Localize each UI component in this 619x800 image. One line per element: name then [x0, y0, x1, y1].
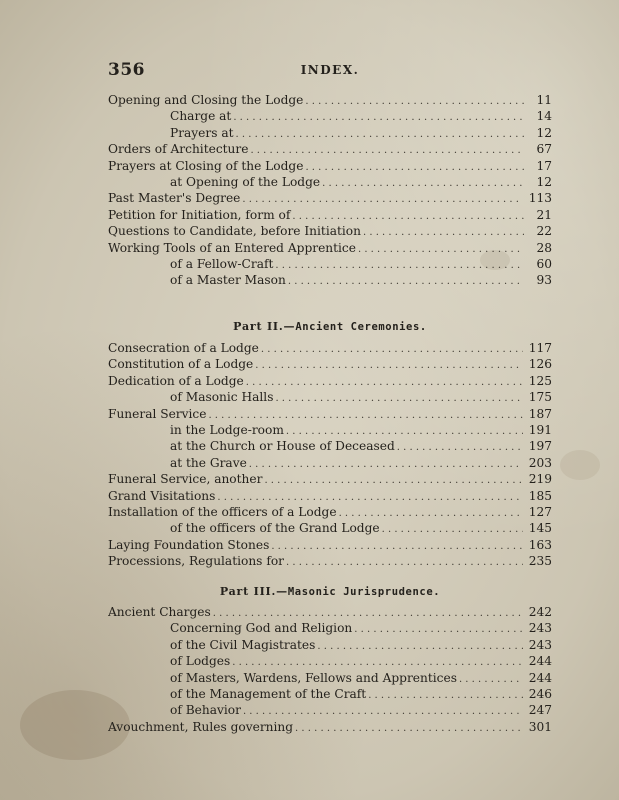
index-entry	[108, 207, 552, 223]
entry-page-number: 12	[536, 125, 552, 140]
entry-text: Dedication of a Lodge	[108, 373, 244, 388]
entry-text: of Masters, Wardens, Fellows and Apprentices	[170, 670, 457, 685]
entry-page-number: 203	[528, 455, 552, 470]
entry-text: Consecration of a Lodge	[108, 341, 259, 355]
index-entry	[108, 719, 552, 735]
dot-leader	[286, 424, 523, 438]
part-label: Part II.—	[233, 320, 296, 333]
index-subentry	[108, 455, 552, 471]
part-two-heading	[108, 318, 552, 336]
dot-leader	[358, 242, 524, 256]
index-entry	[108, 141, 552, 157]
entry-text: Installation of the officers of a Lodge	[108, 504, 337, 519]
entry-page-number: 175	[528, 390, 552, 405]
dot-leader	[255, 358, 522, 372]
entry-text: of a Master Mason	[170, 273, 286, 288]
dot-leader	[305, 160, 524, 174]
entry-text: Concerning God and Religion	[170, 621, 353, 636]
entry-page-number: 28	[536, 240, 552, 255]
entry-page-number: 244	[528, 654, 552, 669]
entry-page-number: 163	[528, 537, 552, 552]
entry-text: Petition for Initiation, form of	[108, 207, 291, 222]
index-entry	[108, 223, 552, 239]
index-subentry	[108, 686, 552, 702]
dot-leader	[217, 490, 522, 504]
entry-text: of the officers of the Grand Lodge	[170, 521, 380, 536]
index-subentry	[108, 272, 552, 288]
entry-text: Funeral Service, another	[108, 472, 263, 487]
page-title: INDEX.	[300, 63, 360, 77]
dot-leader	[275, 391, 522, 405]
entry-text: Charge at	[170, 109, 232, 124]
dot-leader	[354, 622, 522, 636]
dot-leader	[236, 127, 524, 141]
entry-page-number: 301	[528, 719, 552, 734]
index-subentry	[108, 670, 552, 686]
part-three-heading	[108, 583, 552, 601]
entry-page-number: 12	[536, 174, 552, 189]
entry-text: Questions to Candidate, before Initiation	[108, 224, 361, 239]
index-subentry	[108, 422, 552, 438]
dot-leader	[208, 408, 522, 422]
entry-page-number: 117	[528, 341, 552, 355]
index-subentry	[108, 108, 552, 124]
index-entry	[108, 537, 552, 553]
entry-text: Funeral Service	[108, 406, 207, 421]
entry-page-number: 219	[528, 472, 552, 487]
dot-leader	[368, 688, 523, 702]
dot-leader	[382, 522, 523, 536]
dot-leader	[246, 375, 523, 389]
dot-leader	[339, 506, 523, 520]
index-entry	[108, 553, 552, 569]
index-entry	[108, 488, 552, 504]
index-subentry	[108, 653, 552, 669]
index-subentry	[108, 256, 552, 272]
entry-page-number: 191	[528, 422, 552, 437]
index-entry	[108, 92, 552, 108]
dot-leader	[459, 672, 523, 686]
entry-text: in the Lodge-room	[170, 422, 284, 437]
index-subentry	[108, 125, 552, 141]
index-section-part-three	[108, 583, 552, 735]
entry-page-number: 14	[536, 109, 552, 124]
dot-leader	[271, 539, 522, 553]
entry-page-number: 17	[536, 158, 552, 173]
dot-leader	[243, 704, 523, 718]
entry-text: of Masonic Halls	[170, 390, 274, 405]
entry-page-number: 187	[528, 406, 552, 421]
index-entry	[108, 356, 552, 372]
entry-text: Opening and Closing the Lodge	[108, 93, 304, 107]
entry-page-number: 127	[528, 504, 552, 519]
dot-leader	[305, 94, 524, 108]
entry-text: Past Master's Degree	[108, 191, 241, 206]
dot-leader	[322, 176, 524, 190]
index-entry	[108, 471, 552, 487]
entry-page-number: 247	[528, 703, 552, 718]
entry-text: Laying Foundation Stones	[108, 537, 270, 552]
index-subentry	[108, 438, 552, 454]
entry-page-number: 93	[536, 273, 552, 288]
dot-leader	[317, 639, 522, 653]
dot-leader	[275, 258, 524, 272]
entry-page-number: 113	[528, 191, 552, 206]
entry-page-number: 244	[528, 670, 552, 685]
dot-leader	[264, 473, 522, 487]
entry-page-number: 67	[536, 142, 552, 157]
entry-page-number: 60	[536, 256, 552, 271]
dot-leader	[250, 143, 524, 157]
entry-page-number: 21	[536, 207, 552, 222]
entry-text: of the Management of the Craft	[170, 686, 367, 701]
index-entry	[108, 406, 552, 422]
entry-text: of a Fellow-Craft	[170, 256, 274, 271]
entry-text: Prayers at	[170, 125, 234, 140]
entry-text: of Behavior	[170, 703, 241, 718]
entry-text: at the Grave	[170, 455, 247, 470]
dot-leader	[288, 274, 524, 288]
dot-leader	[397, 440, 523, 454]
entry-page-number: 246	[528, 686, 552, 701]
index-section-part-two	[108, 318, 552, 569]
entry-text: of Lodges	[170, 654, 231, 669]
dot-leader	[286, 555, 523, 569]
entry-text: Working Tools of an Entered Apprentice	[108, 240, 356, 255]
index-subentry	[108, 702, 552, 718]
dot-leader	[292, 209, 524, 223]
index-entry	[108, 190, 552, 206]
index-subentry	[108, 389, 552, 405]
index-subentry	[108, 174, 552, 190]
entry-text: Prayers at Closing of the Lodge	[108, 158, 304, 173]
index-subentry	[108, 520, 552, 536]
entry-text: Orders of Architecture	[108, 142, 249, 157]
part-subject: Masonic Jurisprudence.	[287, 586, 441, 598]
dot-leader	[233, 110, 524, 124]
entry-page-number: 11	[536, 93, 552, 107]
dot-leader	[232, 655, 523, 669]
entry-text: Avouchment, Rules governing	[108, 719, 294, 734]
entry-page-number: 126	[528, 357, 552, 372]
index-entry	[108, 373, 552, 389]
entry-page-number: 243	[528, 637, 552, 652]
entry-page-number: 145	[528, 521, 552, 536]
dot-leader	[363, 225, 524, 239]
dot-leader	[261, 342, 523, 356]
index-entry	[108, 240, 552, 256]
entry-page-number: 242	[528, 605, 552, 619]
entry-text: of the Civil Magistrates	[170, 637, 316, 652]
index-subentry	[108, 620, 552, 636]
page-stain	[560, 450, 600, 480]
entry-text: Processions, Regulations for	[108, 554, 284, 569]
entry-text: at the Church or House of Deceased	[170, 439, 395, 454]
entry-text: Ancient Charges	[108, 605, 211, 619]
dot-leader	[295, 721, 523, 735]
entry-page-number: 125	[528, 373, 552, 388]
entry-page-number: 197	[528, 439, 552, 454]
entry-text: Grand Visitations	[108, 488, 216, 503]
entry-page-number: 235	[528, 554, 552, 569]
index-subentry	[108, 637, 552, 653]
dot-leader	[242, 192, 522, 206]
entry-page-number: 243	[528, 621, 552, 636]
index-entry	[108, 604, 552, 620]
entry-text: Constitution of a Lodge	[108, 357, 254, 372]
index-entry	[108, 158, 552, 174]
entry-page-number: 22	[536, 224, 552, 239]
index-entry	[108, 504, 552, 520]
dot-leader	[213, 606, 523, 620]
page-number: 356	[108, 60, 145, 80]
entry-text: at Opening of the Lodge	[170, 174, 321, 189]
part-label: Part III.—	[219, 585, 288, 598]
part-subject: Ancient Ceremonies.	[295, 321, 427, 333]
page-header	[108, 60, 552, 84]
dot-leader	[249, 457, 523, 471]
index-section-part-one	[108, 92, 552, 289]
entry-page-number: 185	[528, 488, 552, 503]
index-entry	[108, 340, 552, 356]
